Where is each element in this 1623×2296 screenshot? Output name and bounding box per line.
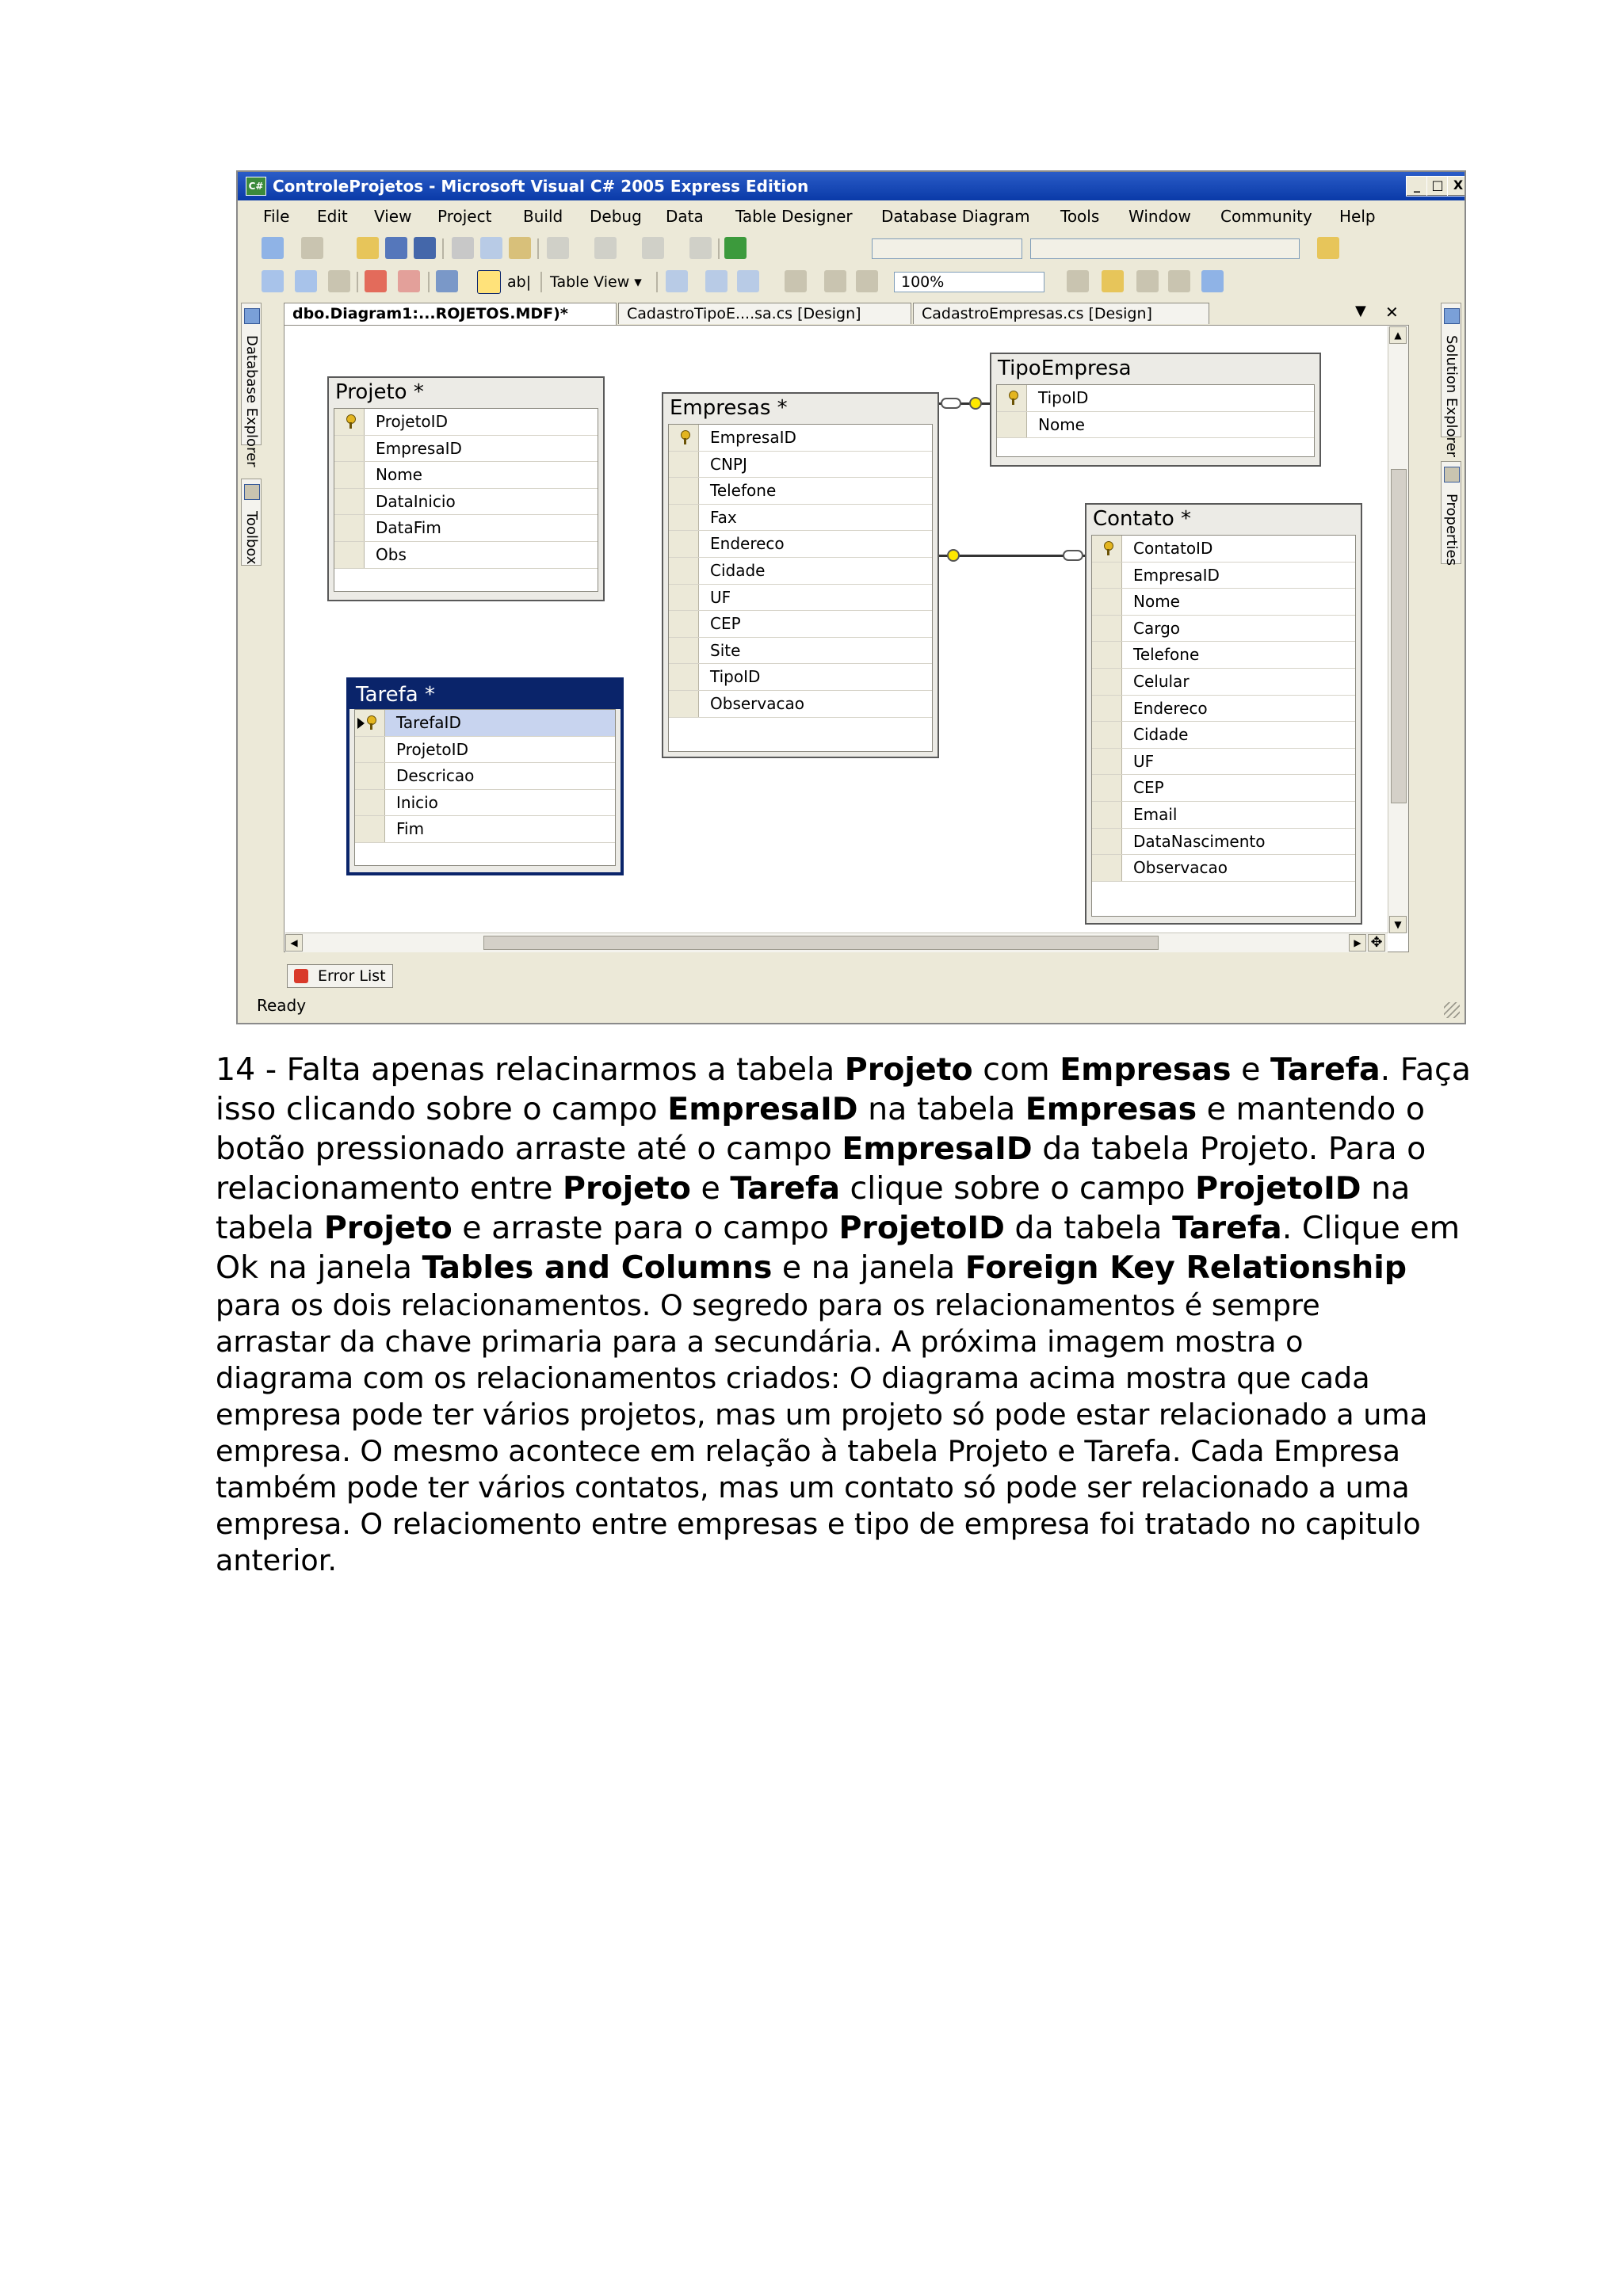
navigate-forward-icon[interactable] (689, 237, 712, 259)
primary-key-icon (1008, 391, 1018, 405)
undo-icon[interactable] (547, 237, 569, 259)
start-debugging-icon[interactable] (724, 237, 747, 259)
text-line: também pode ter vários contatos, mas um contato só pode ser relacionado a uma (216, 1470, 1410, 1505)
diagram-canvas[interactable] (284, 325, 1409, 952)
scroll-right-arrow[interactable]: ▶ (1349, 934, 1366, 952)
database-explorer-label: Database Explorer (243, 335, 260, 467)
column-row[interactable] (334, 436, 598, 463)
tab-cadastro-tipo-empresa[interactable]: CadastroTipoE....sa.cs [Design] (618, 303, 911, 324)
column-name: Nome (1038, 414, 1085, 434)
toolbox-tab[interactable] (241, 479, 262, 566)
menu-window[interactable]: Window (1128, 207, 1191, 226)
column-row[interactable] (1092, 722, 1355, 749)
column-name: Nome (1133, 592, 1180, 612)
column-name: ContatoID (1133, 539, 1213, 558)
column-name: EmpresaID (376, 438, 462, 458)
error-list-label: Error List (318, 967, 386, 985)
column-row[interactable] (355, 763, 615, 790)
text-line: para os dois relacionamentos. O segredo para os relacionamentos é sempre (216, 1288, 1320, 1322)
indexes-keys-icon[interactable] (1102, 270, 1124, 292)
arrange-selection-icon[interactable] (705, 270, 727, 292)
column-row[interactable] (334, 515, 598, 542)
delete-from-database-icon[interactable] (365, 270, 387, 292)
column-row[interactable] (669, 531, 932, 558)
solution-explorer-side-icon (1444, 308, 1460, 324)
menu-project[interactable]: Project (437, 207, 492, 226)
column-row[interactable] (1092, 696, 1355, 723)
column-row[interactable] (334, 462, 598, 489)
menu-edit[interactable]: Edit (317, 207, 348, 226)
row-pointer-icon (357, 718, 365, 729)
column-row[interactable] (355, 816, 615, 843)
column-row[interactable] (997, 385, 1314, 412)
resize-grip[interactable] (1444, 1002, 1460, 1018)
menu-help[interactable]: Help (1339, 207, 1376, 226)
column-name: Telefone (710, 481, 777, 501)
column-name: ProjetoID (396, 739, 468, 759)
autosize-selected-icon[interactable] (666, 270, 688, 292)
column-name: Email (1133, 804, 1178, 824)
column-name: Obs (376, 544, 407, 564)
standard-toolbar (238, 232, 1465, 265)
remove-from-diagram-icon[interactable] (398, 270, 420, 292)
table-tarefa[interactable] (346, 677, 624, 875)
tab-diagram[interactable]: dbo.Diagram1:...ROJETOS.MDF)* (284, 303, 617, 326)
table-contato[interactable] (1085, 503, 1362, 925)
toolbox-icon (244, 484, 260, 500)
column-row[interactable] (355, 737, 615, 764)
add-item-icon[interactable] (301, 237, 323, 259)
cut-icon[interactable] (452, 237, 474, 259)
column-name: Endereco (1133, 698, 1208, 718)
column-name: Telefone (1133, 645, 1200, 665)
column-name: Cargo (1133, 618, 1181, 638)
app-icon: C# (246, 177, 266, 196)
column-name: Celular (1133, 671, 1190, 691)
text-line: tabela Projeto e arraste para o campo ProjetoID da tabela Tarefa. Clique em (216, 1210, 1461, 1246)
page-breaks-icon[interactable] (785, 270, 807, 292)
table-title: Contato * (1093, 507, 1192, 531)
column-row[interactable] (669, 585, 932, 612)
new-table-icon[interactable] (262, 270, 284, 292)
text-line: botão pressionado arraste até o campo EmpresaID da tabela Projeto. Para o (216, 1131, 1426, 1167)
key-end-icon (969, 397, 982, 410)
column-name: Descricao (396, 766, 475, 786)
horizontal-scrollbar[interactable] (285, 933, 1388, 952)
table-empresas[interactable] (662, 392, 939, 758)
column-row[interactable] (1092, 536, 1355, 563)
column-row[interactable] (997, 412, 1314, 439)
column-name: TarefaID (396, 713, 461, 732)
column-row[interactable] (669, 558, 932, 585)
column-name: Endereco (710, 534, 785, 554)
column-list (1091, 535, 1356, 917)
scroll-down-arrow[interactable]: ▼ (1389, 916, 1407, 933)
find-combo[interactable] (1030, 238, 1300, 259)
zoom-combo[interactable]: 100% (894, 272, 1044, 292)
close-document-button[interactable]: ✕ (1385, 303, 1399, 322)
vertical-scrollbar[interactable] (1388, 326, 1408, 933)
solution-explorer-label: Solution Explorer (1443, 335, 1460, 457)
column-row[interactable] (669, 611, 932, 638)
window-title: ControleProjetos - Microsoft Visual C# 2005 Express Edition (273, 177, 809, 196)
column-name: Fim (396, 819, 425, 839)
column-row[interactable] (1092, 829, 1355, 856)
primary-key-icon (1103, 541, 1113, 555)
column-row[interactable] (1092, 802, 1355, 829)
column-row[interactable] (355, 710, 615, 737)
arrange-tables-icon[interactable] (737, 270, 759, 292)
scroll-thumb[interactable] (483, 936, 1159, 950)
column-name: TipoID (1038, 388, 1089, 407)
document-tabs (284, 303, 1409, 325)
column-name: Cidade (710, 560, 766, 580)
column-row[interactable] (669, 638, 932, 665)
scroll-thumb[interactable] (1391, 469, 1407, 803)
column-name: Nome (376, 465, 422, 485)
solution-explorer-tab[interactable] (1441, 303, 1461, 457)
text-line: empresa pode ter vários projetos, mas um projeto só pode estar relacionado a uma (216, 1398, 1428, 1432)
text-line: isso clicando sobre o campo EmpresaID na tabela Empresas e mantendo o (216, 1091, 1426, 1127)
database-explorer-tab[interactable] (241, 303, 262, 467)
status-bar-text: Ready (257, 996, 307, 1015)
column-row[interactable] (334, 489, 598, 516)
new-text-annotation-icon[interactable] (856, 270, 878, 292)
left-side-panel (239, 303, 263, 960)
column-name: CNPJ (710, 454, 747, 474)
column-row[interactable] (1092, 749, 1355, 776)
column-name: UF (710, 587, 731, 607)
column-list (996, 384, 1315, 457)
properties-label: Properties (1443, 494, 1460, 566)
column-name: EmpresaID (710, 428, 796, 447)
primary-key-icon (346, 414, 355, 429)
title-bar (238, 172, 1465, 200)
column-name: CEP (710, 614, 741, 634)
tab-cadastro-empresas[interactable]: CadastroEmpresas.cs [Design] (913, 303, 1209, 324)
column-name: Cidade (1133, 725, 1189, 745)
text-line: arrastar da chave primaria para a secundária. A próxima imagem mostra o (216, 1325, 1304, 1359)
column-row[interactable] (669, 664, 932, 691)
column-row[interactable] (669, 452, 932, 479)
text-line: 14 - Falta apenas relacinarmos a tabela Projeto com Empresas e Tarefa. Faça (216, 1051, 1471, 1088)
column-name: Observacao (1133, 858, 1228, 878)
generate-change-script-icon[interactable] (436, 270, 458, 292)
column-name: DataInicio (376, 491, 456, 511)
column-list (334, 408, 598, 592)
show-relationship-labels-button[interactable]: ab| (507, 273, 532, 291)
add-related-tables-icon[interactable] (328, 270, 350, 292)
minimize-button[interactable]: _ (1406, 176, 1428, 196)
column-name: ProjetoID (376, 412, 448, 431)
infinity-end-icon (941, 398, 961, 409)
column-name: Observacao (710, 693, 804, 713)
menu-database-diagram[interactable]: Database Diagram (881, 207, 1030, 226)
xml-indexes-icon[interactable] (1168, 270, 1190, 292)
menu-file[interactable]: File (263, 207, 290, 226)
primary-key-icon (680, 430, 689, 444)
column-row[interactable] (1092, 775, 1355, 802)
pan-move-icon[interactable]: ✥ (1368, 934, 1385, 952)
primary-key-icon (366, 715, 376, 730)
menu-bar (238, 200, 1465, 229)
table-title: Tarefa * (349, 681, 621, 709)
text-line: Ok na janela Tables and Columns e na janela Foreign Key Relationship (216, 1249, 1407, 1286)
text-line: empresa. O relaciomento entre empresas e tipo de empresa foi tratado no capitulo (216, 1507, 1421, 1541)
tutorial-paragraph (216, 1050, 1499, 1579)
column-name: UF (1133, 751, 1155, 771)
new-project-icon[interactable] (262, 237, 284, 259)
column-name: EmpresaID (1133, 565, 1220, 585)
table-tipoempresa[interactable] (990, 353, 1321, 467)
column-row[interactable] (1092, 563, 1355, 589)
column-row[interactable] (334, 409, 598, 436)
set-primary-key-icon[interactable] (477, 270, 501, 294)
database-icon (244, 308, 260, 324)
redo-icon[interactable] (594, 237, 617, 259)
menu-data[interactable]: Data (666, 207, 704, 226)
right-side-panel (1439, 303, 1463, 960)
column-row[interactable] (355, 790, 615, 817)
menu-view[interactable]: View (374, 207, 412, 226)
column-name: Inicio (396, 792, 438, 812)
paste-icon[interactable] (509, 237, 531, 259)
error-list-tab[interactable] (287, 964, 393, 988)
relationships-icon[interactable] (1067, 270, 1089, 292)
text-line: relacionamento entre Projeto e Tarefa clique sobre o campo ProjetoID na (216, 1170, 1411, 1207)
column-row[interactable] (669, 425, 932, 452)
open-folder-icon[interactable] (357, 237, 379, 259)
properties-tab[interactable] (1441, 461, 1461, 564)
tab-list-dropdown[interactable]: ▼ (1355, 303, 1366, 319)
table-title: Empresas * (670, 396, 788, 420)
column-name: Site (710, 640, 741, 660)
recalculate-pages-icon[interactable] (824, 270, 846, 292)
text-line: diagrama com os relacionamentos criados: O diagrama acima mostra que cada (216, 1361, 1370, 1395)
column-name: DataFim (376, 518, 441, 538)
column-row[interactable] (1092, 855, 1355, 882)
maximize-button[interactable]: □ (1426, 176, 1449, 196)
column-name: TipoID (710, 667, 761, 687)
fulltext-index-icon[interactable] (1136, 270, 1159, 292)
solution-explorer-icon[interactable] (1317, 237, 1339, 259)
key-end-icon (947, 549, 960, 562)
column-row[interactable] (669, 478, 932, 505)
check-constraints-icon[interactable] (1201, 270, 1224, 292)
solution-config-combo[interactable] (872, 238, 1022, 259)
save-all-icon[interactable] (414, 237, 436, 259)
menu-tools[interactable]: Tools (1060, 207, 1100, 226)
menu-debug[interactable]: Debug (590, 207, 642, 226)
table-view-dropdown[interactable]: Table View ▾ (550, 273, 642, 291)
error-list-icon (294, 969, 308, 983)
table-title: Projeto * (335, 380, 424, 404)
menu-table-designer[interactable]: Table Designer (735, 207, 853, 226)
column-list (668, 424, 933, 752)
navigate-backward-icon[interactable] (642, 237, 664, 259)
diagram-toolbar (238, 265, 1465, 299)
column-row[interactable] (1092, 616, 1355, 643)
copy-icon[interactable] (480, 237, 502, 259)
column-name: Fax (710, 507, 737, 527)
column-row[interactable] (1092, 669, 1355, 696)
table-title: TipoEmpresa (998, 357, 1132, 380)
column-row[interactable] (334, 542, 598, 569)
close-button[interactable]: X (1447, 176, 1466, 196)
menu-build[interactable]: Build (523, 207, 563, 226)
column-row[interactable] (1092, 589, 1355, 616)
add-table-icon[interactable] (295, 270, 317, 292)
properties-icon (1444, 467, 1460, 482)
table-projeto[interactable] (327, 376, 605, 601)
infinity-end-icon (1063, 550, 1083, 561)
toolbox-label: Toolbox (243, 511, 260, 565)
column-row[interactable] (1092, 642, 1355, 669)
column-name: CEP (1133, 778, 1164, 798)
column-row[interactable] (669, 691, 932, 718)
column-list (354, 709, 616, 866)
vs-express-window (236, 170, 1466, 1024)
scroll-left-arrow[interactable]: ◀ (285, 934, 303, 952)
scroll-up-arrow[interactable]: ▲ (1389, 326, 1407, 344)
column-name: DataNascimento (1133, 831, 1266, 851)
text-line: anterior. (216, 1543, 338, 1577)
column-row[interactable] (669, 505, 932, 532)
menu-community[interactable]: Community (1220, 207, 1312, 226)
save-icon[interactable] (385, 237, 407, 259)
text-line: empresa. O mesmo acontece em relação à tabela Projeto e Tarefa. Cada Empresa (216, 1434, 1400, 1468)
